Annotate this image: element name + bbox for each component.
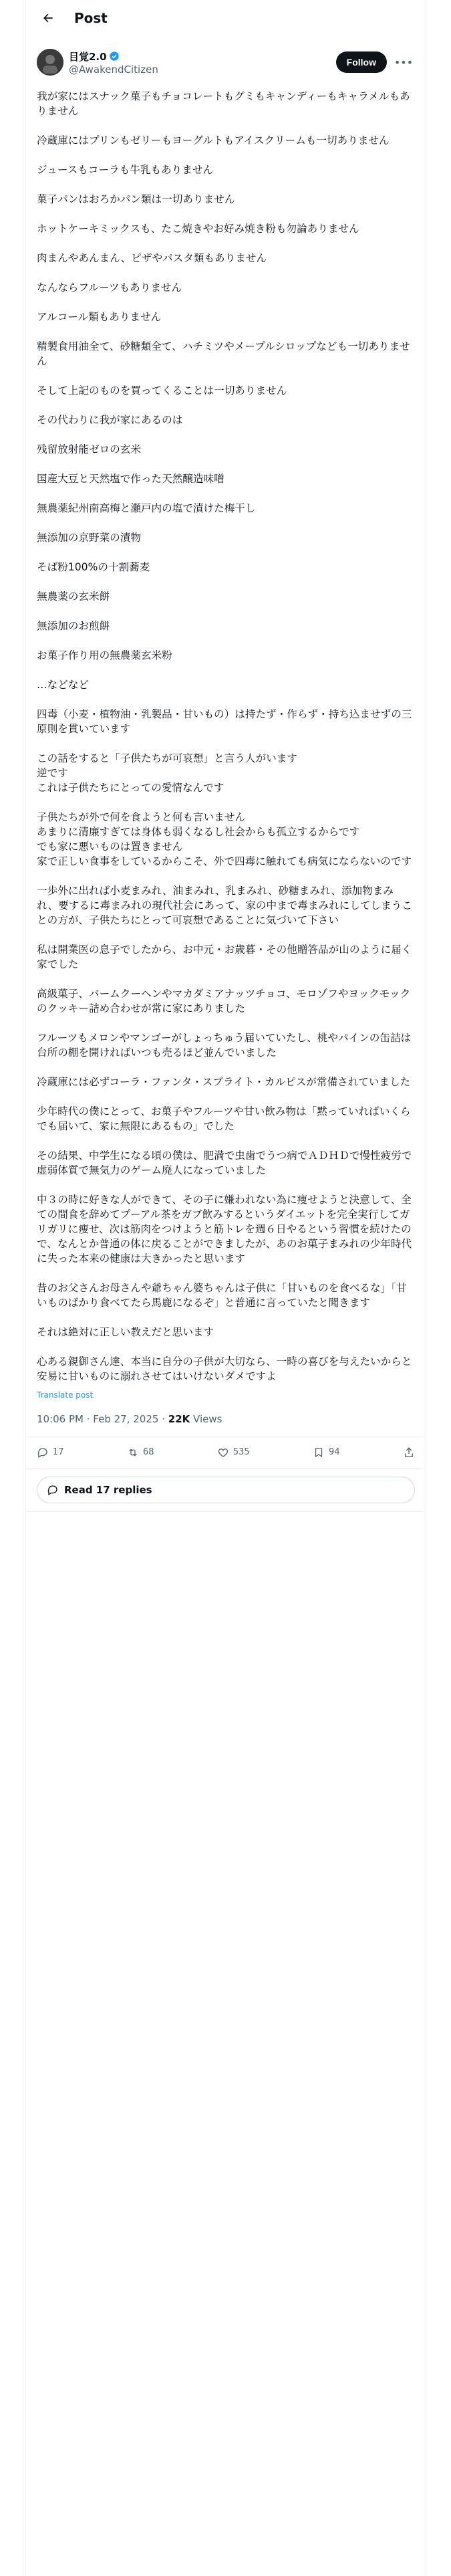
post-paragraph: …などなど bbox=[37, 679, 89, 691]
views-count: 22K bbox=[168, 1413, 190, 1425]
like-button[interactable] bbox=[217, 1446, 250, 1459]
share-button[interactable] bbox=[403, 1446, 415, 1459]
meta-separator: · bbox=[162, 1413, 165, 1425]
post-text bbox=[37, 89, 415, 1384]
post-paragraph: 残留放射能ゼロの玄米 bbox=[37, 443, 141, 455]
post-paragraph: 無添加の京野菜の漬物 bbox=[37, 532, 141, 544]
reply-bubble-icon bbox=[47, 1484, 59, 1496]
post-paragraph: そして上記のものを買ってくることは一切ありません bbox=[37, 385, 287, 397]
reply-count: 17 bbox=[53, 1447, 64, 1457]
post-body bbox=[26, 81, 426, 1402]
post-paragraph: 心ある親御さん達、本当に自分の子供が大切なら、一時の喜びを与えたいからと安易に甘いものに溺れさせてはいけないダメですよ bbox=[37, 1356, 412, 1382]
post-paragraph: 少年時代の僕にとって、お菓子やフルーツや甘い飲み物は「黙っていればいくらでも届いて、家に無限にあるもの」でした bbox=[37, 1105, 411, 1132]
post-paragraph: 我が家にはスナック菓子もチョコレートもグミもキャンディーもキャラメルもありません bbox=[37, 90, 410, 117]
post-time[interactable]: 10:06 PM · Feb 27, 2025 bbox=[37, 1413, 159, 1425]
avatar[interactable] bbox=[37, 49, 63, 76]
post-paragraph: ホットケーキミックスも、たこ焼きやお好み焼き粉も勿論ありません bbox=[37, 223, 359, 235]
follow-button[interactable]: Follow bbox=[336, 51, 387, 73]
author-display-name[interactable] bbox=[69, 49, 336, 64]
post-paragraph: ジュースもコーラも牛乳もありません bbox=[37, 164, 214, 176]
post-paragraph: 高級菓子、バームクーヘンやマカダミアナッツチョコ、モロゾフやヨックモックのクッキー詰め合わせが常に家にありました bbox=[37, 988, 411, 1014]
post-paragraph: なんならフルーツもありません bbox=[37, 282, 182, 294]
bookmark-button[interactable] bbox=[313, 1446, 340, 1459]
bookmark-count: 94 bbox=[329, 1447, 340, 1457]
page-title: Post bbox=[74, 9, 108, 26]
arrow-left-icon bbox=[41, 11, 55, 25]
post-paragraph: その結果、中学生になる頃の僕は、肥満で虫歯でうつ病でＡＤＨＤで慢性疲労で虚弱体質で無気力のゲーム廃人になっていました bbox=[37, 1150, 412, 1176]
bookmark-icon bbox=[313, 1446, 325, 1459]
post-paragraph: 無農薬の玄米餅 bbox=[37, 591, 110, 603]
post-paragraph: 四毒（小麦・植物油・乳製品・甘いもの）は持たず・作らず・持ち込ませずの三原則を貫いています bbox=[37, 708, 412, 735]
repost-button[interactable] bbox=[127, 1446, 154, 1459]
repost-icon bbox=[127, 1446, 139, 1459]
post-paragraph: そば粉100%の十割蕎麦 bbox=[37, 561, 150, 573]
post-paragraph: フルーツもメロンやマンゴーがしょっちゅう届いていたし、桃やパインの缶詰は台所の棚を開ければいつも売るほど並んでいました bbox=[37, 1032, 412, 1059]
post-paragraph: この話をすると「子供たちが可哀想」と言う人がいます 逆です これは子供たちにとっての愛情なんです bbox=[37, 752, 297, 794]
author-names bbox=[69, 49, 336, 76]
post-paragraph: 冷蔵庫には必ずコーラ・ファンタ・スプライト・カルピスが常備されていました bbox=[37, 1076, 411, 1088]
post-paragraph: 精製食用油全て、砂糖類全て、ハチミツやメープルシロップなども一切ありません bbox=[37, 340, 410, 367]
post-paragraph: 国産大豆と天然塩で作った天然醸造味噌 bbox=[37, 473, 224, 485]
views-label: Views bbox=[193, 1413, 222, 1425]
post-paragraph: その代わりに我が家にあるのは bbox=[37, 414, 183, 426]
main-column bbox=[25, 0, 426, 2576]
post-paragraph: 中３の時に好きな人ができて、その子に嫌われない為に痩せようと決意して、全ての間食を辞めてプーアル茶をガブ飲みするというダイエットを完全実行してガリガリに痩せ、次は筋肉をつけようと筋トレを週６日やるという習慣を続けたので、なんとか普通の体に戻ることができましたが、あのお菓子まみれの少年時代に失った本来の健康は大きかったと思います bbox=[37, 1194, 412, 1265]
share-icon bbox=[403, 1446, 415, 1459]
post-paragraph: それは絶対に正しい教えだと思います bbox=[37, 1326, 214, 1338]
post-paragraph: アルコール類もありません bbox=[37, 311, 162, 323]
display-name-text: 目覚2.0 bbox=[69, 50, 107, 63]
post-paragraph: 無農薬紀州南高梅と瀬戸内の塩で漬けた梅干し bbox=[37, 502, 256, 514]
post-paragraph: 子供たちが外で何を食ようと何も言いません あまりに清廉すぎては身体も弱くなるし社会からも孤立するからです でも家に悪いものは置きません 家で正しい食事をしているからこそ、外で四毒に触れても病気にならないのです bbox=[37, 811, 412, 867]
post-paragraph: 肉まんやあんまん、ピザやパスタ類もありません bbox=[37, 252, 267, 264]
read-replies-label: Read 17 replies bbox=[64, 1484, 152, 1496]
author-handle[interactable]: @AwakendCitizen bbox=[69, 63, 158, 76]
action-bar bbox=[26, 1436, 426, 1469]
read-replies-section bbox=[26, 1469, 426, 1512]
post-paragraph: 私は開業医の息子でしたから、お中元・お歳暮・その他贈答品が山のように届く家でした bbox=[37, 944, 412, 970]
post-paragraph: 一歩外に出れば小麦まみれ、油まみれ、乳まみれ、砂糖まみれ、添加物まみれ、要するに毒まみれの現代社会にあって、家の中まで毒まみれにしてしまうことの方が、子供たちにとって可哀想であることに気づいて下さい bbox=[37, 885, 412, 926]
post-paragraph: 冷蔵庫にはプリンもゼリーもヨーグルトもアイスクリームも一切ありません bbox=[37, 134, 390, 146]
author-row bbox=[26, 35, 426, 81]
reply-button[interactable] bbox=[37, 1446, 64, 1459]
translate-post-link[interactable]: Translate post bbox=[37, 1390, 94, 1400]
more-options-icon[interactable]: ••• bbox=[394, 56, 414, 69]
post-meta bbox=[26, 1402, 426, 1436]
read-replies-button[interactable] bbox=[37, 1477, 415, 1503]
like-count: 535 bbox=[233, 1447, 250, 1457]
back-button[interactable] bbox=[37, 7, 59, 29]
reply-icon bbox=[37, 1446, 49, 1459]
top-bar bbox=[26, 0, 426, 35]
post-paragraph: 菓子パンはおろかパン類は一切ありません bbox=[37, 193, 235, 205]
post-paragraph: 昔のお父さんお母さんや爺ちゃん婆ちゃんは子供に「甘いものを食べるな」「甘いものばかり食べてたら馬鹿になるぞ」と普通に言っていたと聞きます bbox=[37, 1282, 407, 1309]
heart-icon bbox=[217, 1446, 229, 1459]
post-paragraph: 無添加のお煎餅 bbox=[37, 620, 110, 632]
post-paragraph: お菓子作り用の無農薬玄米粉 bbox=[37, 649, 172, 661]
verified-badge-icon bbox=[109, 51, 120, 62]
repost-count: 68 bbox=[142, 1447, 154, 1457]
